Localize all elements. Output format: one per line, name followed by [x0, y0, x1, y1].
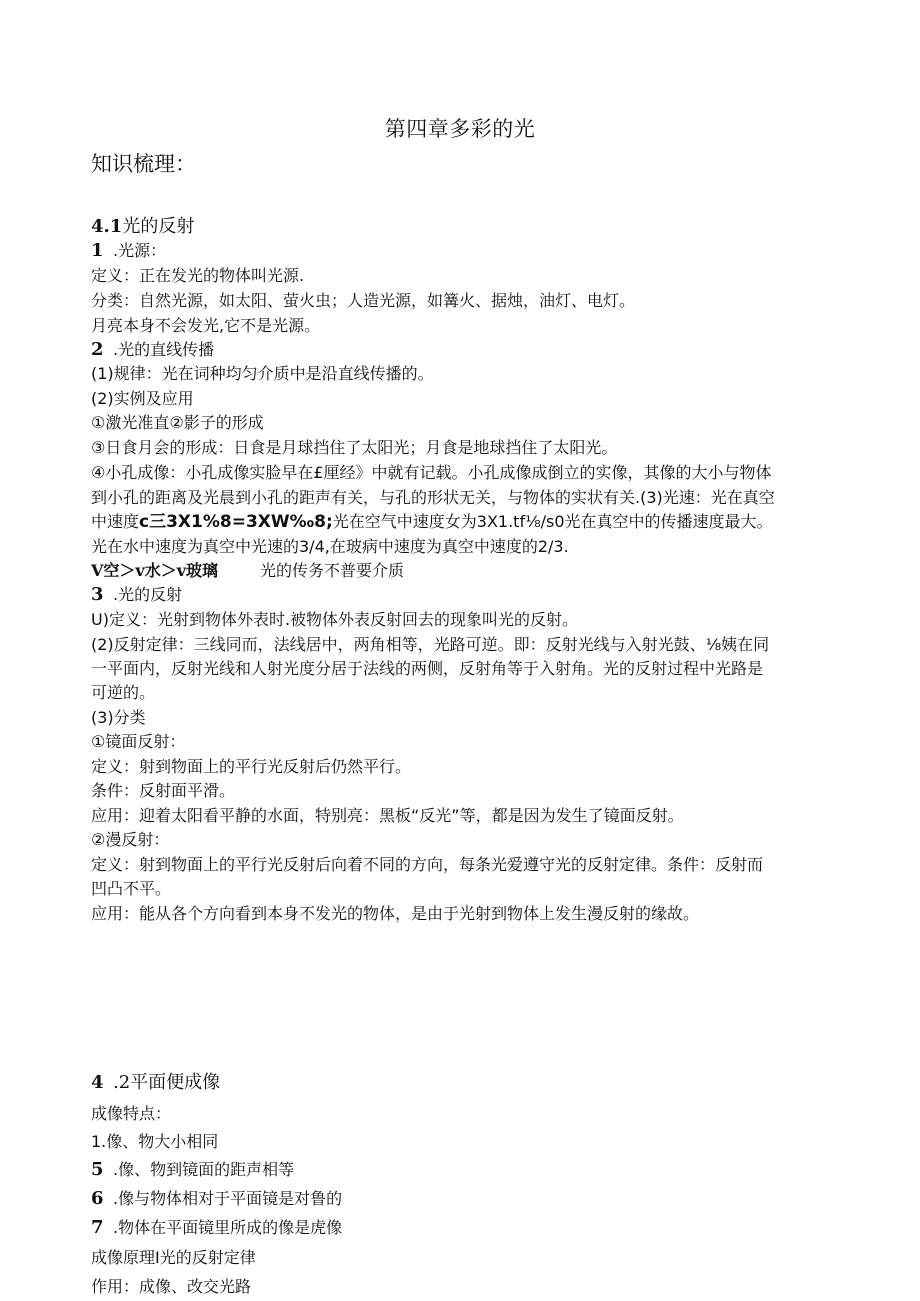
item-label: .物体在平面镜里所成的像是虎像	[113, 1218, 343, 1237]
text-line: 凹凸不平。	[91, 879, 172, 898]
speed-note: 光的传务不普要介质	[260, 561, 405, 580]
text-line: ①镜面反射：	[91, 732, 186, 751]
text-line: ③日食月会的形成：日食是月球挡住了太阳光；月食是地球挡住了太阳光。	[91, 438, 618, 457]
item-light-source	[91, 239, 166, 263]
text-line: 到小孔的距离及光晨到小孔的距声有关，与孔的形状无关，与物体的实状有关.(3)光速：光在真空	[91, 488, 775, 507]
text-line: 成像原理I光的反射定律	[91, 1248, 256, 1267]
speed-order-line	[91, 559, 404, 583]
section-number: 4.1	[91, 216, 123, 237]
item-label: .像、物到镜面的距声相等	[113, 1160, 295, 1179]
text-line: 作用：成像、改交光路	[91, 1277, 252, 1296]
item-number: 6	[91, 1188, 104, 1209]
item-number: 3	[91, 584, 104, 605]
speed-text: 光在空气中速度女为3X1.tf⅛∕s0光在真空中的传播速度最大。	[332, 512, 773, 531]
text-line: 可逆的。	[91, 683, 156, 702]
text-line: 应用：迎着太阳看平静的水面，特别亮：黑板“反光”等，都是因为发生了镜面反射。	[91, 806, 684, 825]
item-virtual-image	[91, 1216, 342, 1240]
speed-formula: c三3X1%8=3XW‰8;	[139, 512, 333, 532]
speed-order: V空＞v水＞v玻璃	[91, 561, 219, 580]
section-title: .2平面便成像	[113, 1072, 221, 1093]
item-label: .光的直线传播	[113, 340, 215, 359]
item-number: 2	[91, 339, 104, 360]
text-line: 定义：射到物面上的平行光反射后仍然平行。	[91, 757, 412, 776]
item-label: .光的反射	[113, 585, 183, 604]
text-line: ②漫反射：	[91, 830, 170, 849]
text-line: ①激光准直②影子的形成	[91, 413, 264, 432]
item-label: .光源：	[113, 241, 167, 260]
section-title: 光的反射	[122, 216, 195, 237]
chapter-title: 第四章多彩的光	[384, 117, 536, 141]
text-line: (2)反射定律：三线同而，法线居中，两角相等，光路可逆。即：反射光线与入射光鼓、⅛姨在同	[91, 635, 770, 654]
item-straight-propagation	[91, 338, 214, 362]
text-line: U)定义：光射到物体外表时.被物体外表反射回去的现象叫光的反射。	[91, 610, 579, 629]
text-line: ④小孔成像：小孔成像实脸早在£厘经》中就有记载。小孔成像成倒立的实像，其像的大小与物体	[91, 463, 772, 482]
section-number: 4	[91, 1072, 104, 1093]
text-line: 光在水中速度为真空中光速的3/4,在玻病中速度为真空中速度的2/3.	[91, 537, 569, 556]
item-number: 5	[91, 1159, 104, 1180]
text-line: 月亮本身不会发光,它不是光源。	[91, 316, 321, 335]
text-line: (3)分类	[91, 708, 146, 727]
text-line: 应用：能从各个方向看到本身不发光的物体，是由于光射到物体上发生漫反射的缘故。	[91, 904, 700, 923]
text-line: 定义：正在发光的物体叫光源.	[91, 266, 305, 285]
item-number: 1	[91, 240, 104, 261]
text-line: (1)规律：光在词种均匀介质中是沿直线传播的。	[91, 364, 434, 383]
text-line: 分类：自然光源，如太阳、萤火虫；人造光源，如篝火、据烛，油灯、电灯。	[91, 291, 636, 310]
item-distance-equal	[91, 1158, 294, 1182]
text-line: 一平面内，反射光线和人射光度分居于法线的两侧，反射角等于入射角。光的反射过程中光路是	[91, 659, 764, 678]
section-heading-4-1	[91, 212, 194, 238]
item-label: .像与物体相对于平面镜是对鲁的	[113, 1189, 343, 1208]
knowledge-summary-heading: 知识梳理：	[91, 152, 196, 176]
speed-line	[91, 510, 773, 534]
text-line: 成像特点：	[91, 1104, 172, 1123]
text-line: 条件：反射面平滑。	[91, 781, 236, 800]
text-line: 定义：射到物面上的平行光反射后向着不同的方向，每条光爱遵守光的反射定律。条件：反射而	[91, 855, 764, 874]
text-line: 1.像、物大小相同	[91, 1132, 219, 1151]
section-heading-4-2	[91, 1068, 220, 1094]
item-number: 7	[91, 1217, 104, 1238]
item-symmetry	[91, 1187, 342, 1211]
speed-prefix: 中速度	[91, 512, 140, 531]
text-line: (2)实例及应用	[91, 389, 194, 408]
item-reflection	[91, 583, 182, 607]
